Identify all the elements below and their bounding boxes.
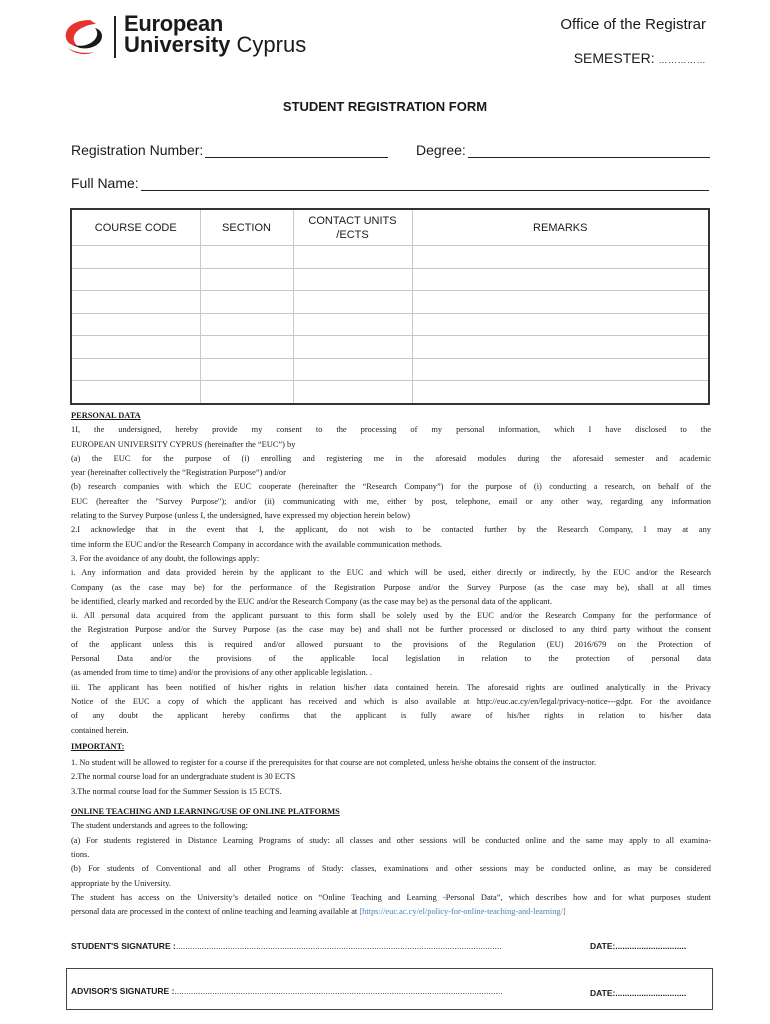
table-cell[interactable] <box>71 381 200 404</box>
table-cell[interactable] <box>412 381 709 404</box>
important-line: 1. No student will be allowed to register for a course if the prerequisites for that course are not completed, unless he/she obtains the consent of the instructor. <box>71 758 597 768</box>
logo-divider <box>114 16 116 58</box>
table-row <box>71 381 709 404</box>
semester-label: SEMESTER: <box>573 50 655 66</box>
col-contact-units-line1: CONTACT UNITS <box>308 214 397 227</box>
paragraph-line: Personal Data and/or the provisions of the applicable local legislation in relation to the protection of personal data <box>71 654 711 664</box>
advisor-date-field[interactable]: DATE:.............................. <box>590 988 687 998</box>
paragraph-line: (a) the EUC for the purpose of (i) enrolling and registering me in the aforesaid modules during the aforesaid semester and academic <box>71 453 711 463</box>
col-contact-units-line2: /ECTS <box>336 228 369 241</box>
table-cell[interactable] <box>412 313 709 336</box>
col-contact-units <box>293 209 412 246</box>
table-cell[interactable] <box>200 313 293 336</box>
table-row <box>71 336 709 359</box>
table-cell[interactable] <box>293 336 412 359</box>
paragraph-line: be identified, clearly marked and recorded by the EUC and/or the Research Company (as the case may be) as the personal data of the applicant. <box>71 596 552 606</box>
registration-number-label: Registration Number: <box>71 142 204 158</box>
logo-wordmark <box>124 13 306 55</box>
online-line: (a) For students registered in Distance Learning Programs of study: all classes and other sessions will be conducted online and the same may apply to all examina- <box>71 835 711 845</box>
full-name-field[interactable] <box>71 175 709 191</box>
course-table <box>70 208 710 405</box>
full-name-label: Full Name: <box>71 175 139 191</box>
paragraph-line: contained herein. <box>71 725 129 735</box>
table-row <box>71 246 709 269</box>
online-line-text: personal data are processed in the context of online teaching and learning available at <box>71 907 360 917</box>
paragraph-line: 3. For the avoidance of any doubt, the followings apply: <box>71 553 260 563</box>
paragraph-line: Company (as the case may be) for the performance of the Registration Purpose and/or the Survey Purpose (as the case may be), shall at all times <box>71 582 711 592</box>
paragraph-line: 2.I acknowledge that in the event that I, the applicant, do not wish to be contacted further by the Research Company, I may at any <box>71 525 711 535</box>
office-title: Office of the Registrar <box>560 16 706 33</box>
table-cell[interactable] <box>71 358 200 381</box>
table-cell[interactable] <box>293 381 412 404</box>
logo-line-1: European <box>124 11 224 36</box>
paragraph-line: (as amended from time to time) and/or the provisions of any other applicable legislation. . <box>71 668 372 678</box>
semester-value: …………… <box>658 55 706 65</box>
paragraph-line: ii. All personal data acquired from the applicant pursuant to this form shall be solely used by the EUC and/or the Research Company for the performance of <box>71 611 711 621</box>
important-heading: IMPORTANT: <box>71 741 125 751</box>
col-remarks: REMARKS <box>412 209 709 246</box>
table-cell[interactable] <box>412 336 709 359</box>
table-cell[interactable] <box>71 291 200 314</box>
advisor-signature-label: ADVISOR'S SIGNATURE : <box>71 986 175 996</box>
online-line: (b) For students of Conventional and all other Programs of Study: classes, examinations and other sessions may be conducted online, as may be considered <box>71 864 711 874</box>
degree-field[interactable] <box>416 142 710 158</box>
paragraph-line: EUC (hereafter the "Survey Purpose"); and/or (ii) communicating with me, either by post, telephone, email or any other way, regarding any information <box>71 496 711 506</box>
col-section: SECTION <box>200 209 293 246</box>
table-cell[interactable] <box>200 246 293 269</box>
table-cell[interactable] <box>71 313 200 336</box>
paragraph-line: 1I, the undersigned, hereby provide my consent to the processing of my personal information, which I have disclosed to the <box>71 425 711 435</box>
table-cell[interactable] <box>200 336 293 359</box>
table-cell[interactable] <box>412 268 709 291</box>
table-cell[interactable] <box>412 358 709 381</box>
full-name-line[interactable] <box>141 176 709 191</box>
table-cell[interactable] <box>200 358 293 381</box>
table-cell[interactable] <box>293 291 412 314</box>
registration-number-line[interactable] <box>205 143 388 158</box>
student-signature-label: STUDENT'S SIGNATURE : <box>71 941 176 951</box>
logo-line-2-bold: University <box>124 32 231 57</box>
logo-mark-icon <box>60 18 108 58</box>
paragraph-line: (b) research companies with which the EUC cooperate (hereinafter the “Research Company”) for the purpose of (i) conducting a research, on behalf of the <box>71 482 711 492</box>
table-header-row <box>71 209 709 246</box>
table-row <box>71 358 709 381</box>
table-cell[interactable] <box>71 246 200 269</box>
paragraph-line: of any doubt the applicant hereby confirms that the applicant is fully aware of his/her rights in relation to his/her data <box>71 711 711 721</box>
paragraph-line: of the applicant unless this is required and/or allowed pursuant to the provisions of the Regulation (EU) 2016/679 on the Protection of <box>71 639 711 649</box>
degree-label: Degree: <box>416 142 466 158</box>
form-title: STUDENT REGISTRATION FORM <box>282 99 488 114</box>
paragraph-line: time inform the EUC and/or the Research Company in accordance with the available communication methods. <box>71 539 442 549</box>
table-cell[interactable] <box>293 246 412 269</box>
online-line: appropriate by the University. <box>71 878 171 888</box>
university-logo <box>60 11 320 64</box>
table-cell[interactable] <box>293 313 412 336</box>
online-heading: ONLINE TEACHING AND LEARNING/USE OF ONLINE PLATFORMS <box>71 807 340 817</box>
table-cell[interactable] <box>200 291 293 314</box>
online-policy-link[interactable]: [https://euc.ac.cy/el/policy-for-online-teaching-and-learning/] <box>359 907 566 917</box>
student-signature-field[interactable] <box>71 941 502 951</box>
student-date-field[interactable]: DATE:.............................. <box>590 941 687 951</box>
table-cell[interactable] <box>412 246 709 269</box>
paragraph-line: iii. The applicant has been notified of his/her rights in relation his/her data contained herein. The aforesaid rights are outlined analytically in the Privacy <box>71 682 711 692</box>
registration-number-field[interactable] <box>71 142 388 158</box>
table-cell[interactable] <box>71 336 200 359</box>
online-line <box>71 905 711 919</box>
paragraph-line: i. Any information and data provided herein by the applicant to the EUC and which will be used, either directly or indirectly, by the EUC and/or the Research <box>71 568 711 578</box>
paragraph-line: EUROPEAN UNIVERSITY CYPRUS (hereinafter the “EUC”) by <box>71 439 296 449</box>
paragraph-line: relating to the Survey Purpose (unless I, the undersigned, have expressed my objection herein below) <box>71 511 411 521</box>
table-cell[interactable] <box>71 268 200 291</box>
paragraph-line: Notice of the EUC a copy of which the applicant has received and which is also available at http://euc.ac.cy/en/legal/privacy-notice---gdpr. For the avoidance <box>71 696 711 706</box>
table-cell[interactable] <box>200 268 293 291</box>
table-cell[interactable] <box>412 291 709 314</box>
table-cell[interactable] <box>293 358 412 381</box>
paragraph-line: year (hereinafter collectively the “Registration Purpose”) and/or <box>71 468 286 478</box>
important-line: 2.The normal course load for an undergraduate student is 30 ECTS <box>71 772 296 782</box>
table-cell[interactable] <box>200 381 293 404</box>
table-row <box>71 313 709 336</box>
semester-field[interactable] <box>574 50 706 66</box>
online-line: The student understands and agrees to the following: <box>71 821 248 831</box>
degree-line[interactable] <box>468 143 710 158</box>
terms-body <box>71 409 711 919</box>
advisor-signature-line[interactable]: ........................................................................................................................................... <box>174 986 503 996</box>
paragraph-line: the Registration Purpose and/or the Survey Purpose (as the case may be) and shall not be further processed or disclosed to any third party without the consent <box>71 625 711 635</box>
personal-data-heading: PERSONAL DATA <box>71 411 141 420</box>
col-course-code: COURSE CODE <box>71 209 200 246</box>
student-signature-line[interactable]: .......................................................................................................................................... <box>175 941 502 951</box>
online-line: tions. <box>71 849 90 859</box>
logo-line-2 <box>124 34 306 55</box>
online-line: The student has access on the University’s detailed notice on “Online Teaching and Learning -Personal Data”, which describes how and for what purposes student <box>71 892 711 902</box>
table-cell[interactable] <box>293 268 412 291</box>
logo-line-2-regular: Cyprus <box>236 32 307 57</box>
advisor-signature-field[interactable] <box>71 986 503 996</box>
table-row <box>71 268 709 291</box>
table-row <box>71 291 709 314</box>
important-line: 3.The normal course load for the Summer Session is 15 ECTS. <box>71 786 282 796</box>
